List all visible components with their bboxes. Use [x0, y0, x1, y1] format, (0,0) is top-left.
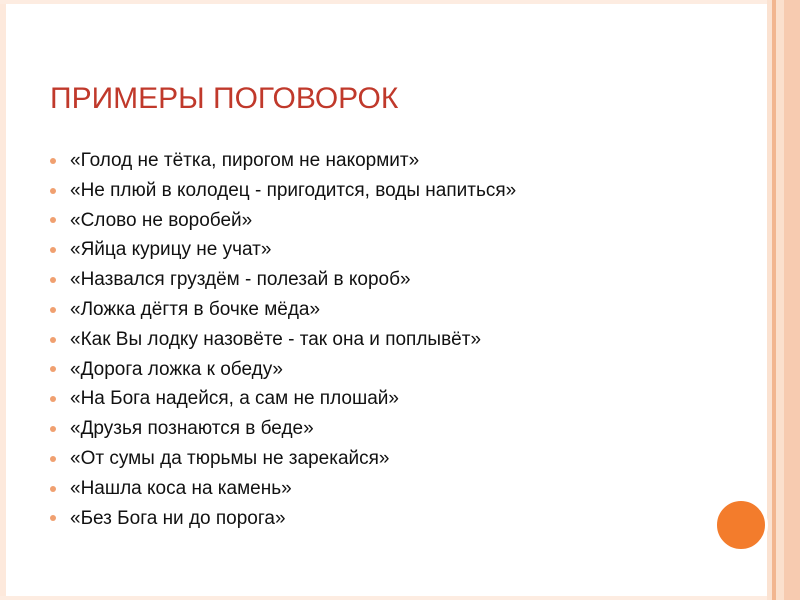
bottom-border-decoration: [0, 596, 800, 600]
list-item-text: «Как Вы лодку назовёте - так она и поплывёт»: [70, 328, 482, 350]
bullet-icon: [50, 337, 56, 343]
bullet-icon: [50, 366, 56, 372]
bullet-icon: [50, 307, 56, 313]
list-item: [50, 206, 516, 236]
list-item-text: «На Бога надейся, а сам не плошай»: [70, 388, 399, 410]
list-item: [50, 325, 516, 355]
list-item-text: «Ложка дёгтя в бочке мёда»: [70, 298, 321, 320]
right-stripe-pale: [776, 0, 784, 600]
list-item-text: «Не плюй в колодец - пригодится, воды напиться»: [70, 179, 517, 201]
list-item: [50, 295, 516, 325]
bullet-icon: [50, 158, 56, 164]
list-item: [50, 414, 516, 444]
bullet-icon: [50, 515, 56, 521]
list-item: [50, 355, 516, 385]
list-item-text: «Яйца курицу не учат»: [70, 239, 272, 261]
list-item: [50, 235, 516, 265]
list-item: [50, 444, 516, 474]
list-item: [50, 146, 516, 176]
left-border-decoration: [0, 0, 6, 600]
orange-circle-decoration: [714, 498, 768, 552]
list-item-text: «Назвался груздём - полезай в короб»: [70, 269, 411, 291]
bullet-icon: [50, 188, 56, 194]
list-item-text: «Дорога ложка к обеду»: [70, 358, 283, 380]
list-item-text: «Нашла коса на камень»: [70, 477, 292, 499]
bullet-icon: [50, 396, 56, 402]
sayings-list: [50, 146, 516, 533]
bullet-icon: [50, 277, 56, 283]
list-item-text: «Слово не воробей»: [70, 209, 253, 231]
bullet-icon: [50, 486, 56, 492]
bullet-icon: [50, 247, 56, 253]
bullet-icon: [50, 456, 56, 462]
list-item-text: «Голод не тётка, пирогом не накормит»: [70, 150, 420, 171]
bullet-icon: [50, 426, 56, 432]
slide-title: ПРИМЕРЫ ПОГОВОРОК: [50, 82, 399, 115]
list-item-text: «Друзья познаются в беде»: [70, 418, 314, 440]
top-border-decoration: [0, 0, 800, 4]
list-item-text: «От сумы да тюрьмы не зарекайся»: [70, 447, 390, 469]
list-item: [50, 504, 516, 534]
right-stripe-wide: [784, 0, 800, 600]
list-item: [50, 176, 516, 206]
list-item: [50, 474, 516, 504]
list-item: [50, 265, 516, 295]
list-item: [50, 384, 516, 414]
list-item-text: «Без Бога ни до порога»: [70, 507, 286, 529]
bullet-icon: [50, 217, 56, 223]
